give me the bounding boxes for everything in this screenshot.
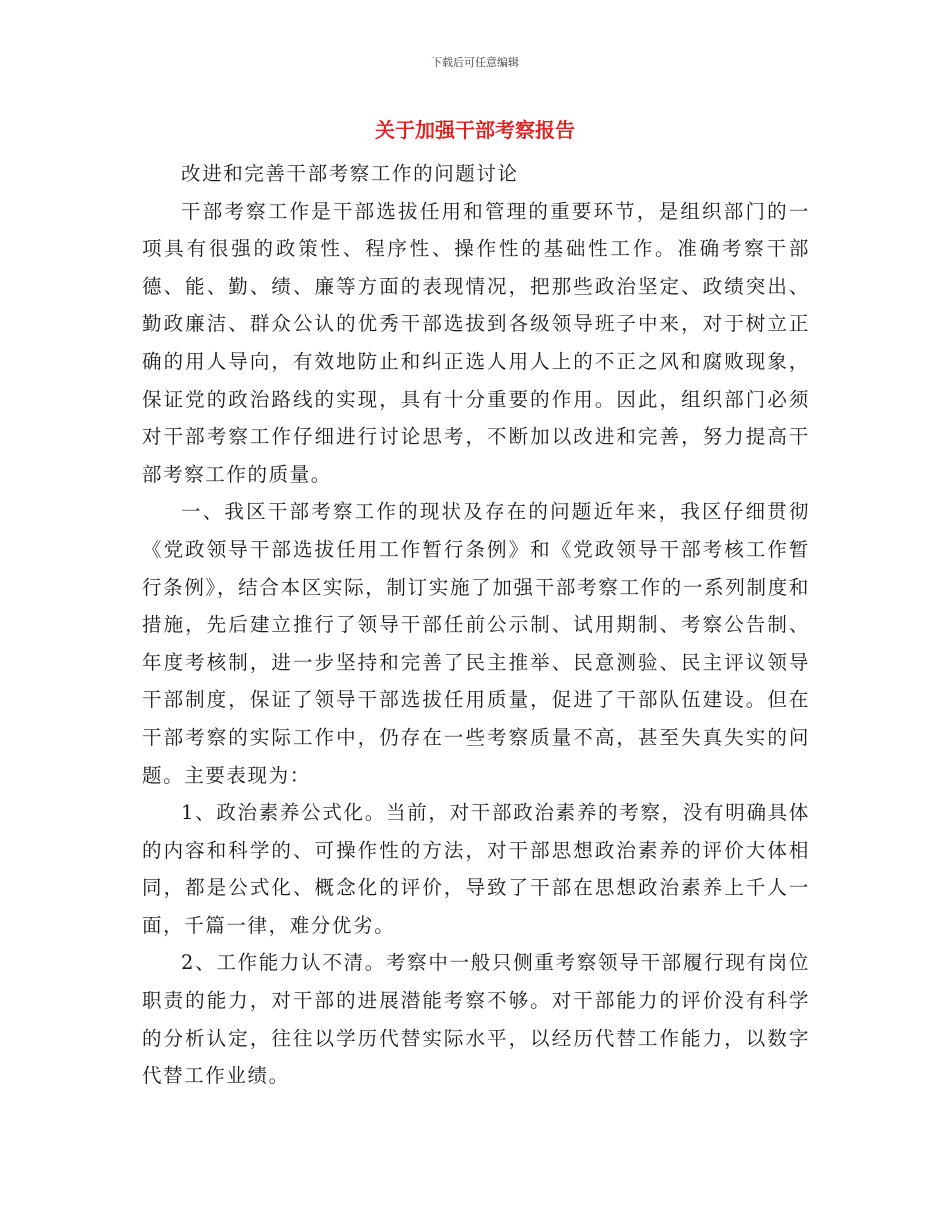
header-note: 下载后可任意编辑 bbox=[431, 56, 519, 69]
paragraph-intro: 干部考察工作是干部选拔任用和管理的重要环节，是组织部门的一项具有很强的政策性、程序性、操作性的基础性工作。准确考察干部德、能、勤、绩、廉等方面的表现情况，把那些政治坚定、政绩突出、勤政廉洁、群众公认的优秀干部选拔到各级领导班子中来，对于树立正确的用人导向，有效地防止和纠正选人用人上的不正之风和腐败现象，保证党的政治路线的实现，具有十分重要的作用。因此，组织部门必须对干部考察工作仔细进行讨论思考，不断加以改进和完善，努力提高干部考察工作的质量。 bbox=[142, 199, 810, 486]
paragraph-section-1: 一、我区干部考察工作的现状及存在的问题近年来，我区仔细贯彻《党政领导干部选拔任用工作暂行条例》和《党政领导干部考核工作暂行条例》，结合本区实际，制订实施了加强干部考察工作的一系列制度和措施，先后建立推行了领导干部任前公示制、试用期制、考察公告制、年度考核制，进一步坚持和完善了民主推举、民意测验、民主评议领导干部制度，保证了领导干部选拔任用质量，促进了干部队伍建设。但在干部考察的实际工作中，仍存在一些考察质量不高，甚至失真失实的问题。主要表现为： bbox=[142, 500, 810, 787]
document-title: 关于加强干部考察报告 bbox=[375, 118, 575, 142]
paragraph-item-1: 1、政治素养公式化。当前，对干部政治素养的考察，没有明确具体的内容和科学的、可操作性的方法，对干部思想政治素养的评价大体相同，都是公式化、概念化的评价，导致了干部在思想政治素养上千人一面，千篇一律，难分优劣。 bbox=[142, 801, 810, 937]
document-body bbox=[142, 155, 810, 1095]
paragraph-item-2: 2、工作能力认不清。考察中一般只侧重考察领导干部履行现有岗位职责的能力，对干部的进展潜能考察不够。对干部能力的评价没有科学的分析认定，往往以学历代替实际水平，以经历代替工作能力，以数字代替工作业绩。 bbox=[142, 951, 810, 1088]
paragraph-subtitle: 改进和完善干部考察工作的问题讨论 bbox=[181, 162, 519, 185]
